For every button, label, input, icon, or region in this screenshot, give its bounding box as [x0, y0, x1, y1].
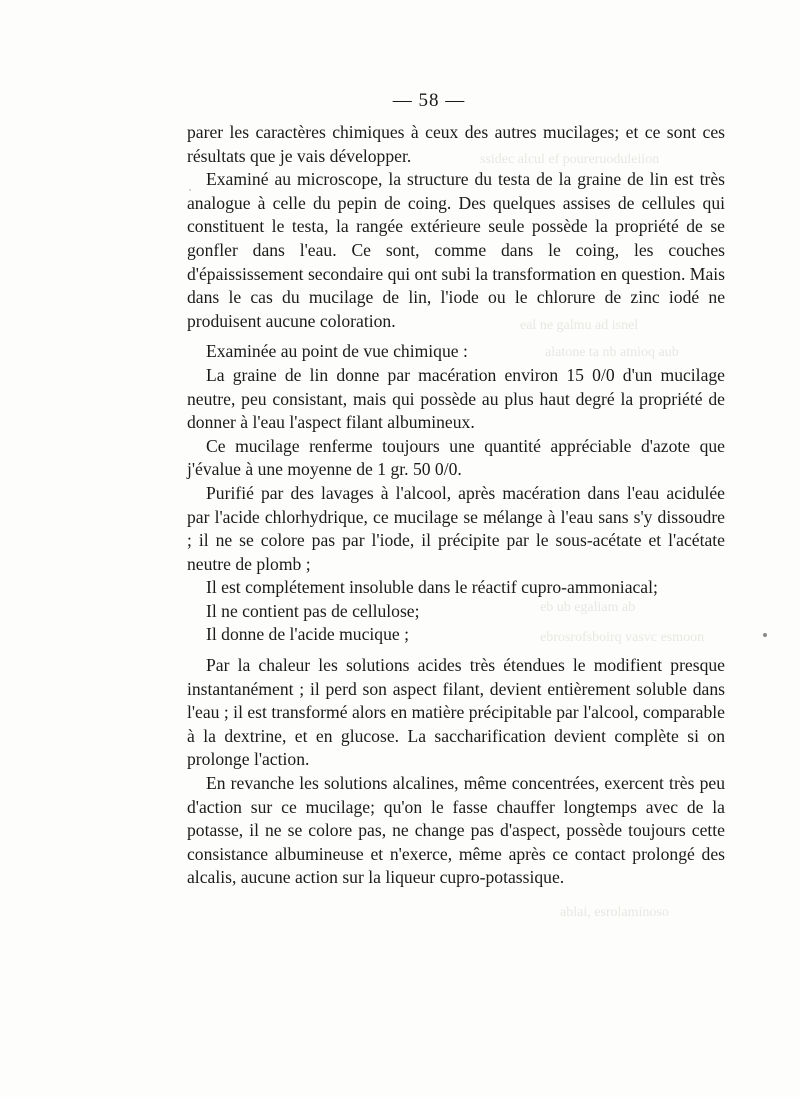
bleed-through-6: ablai, esrolaminoso — [560, 905, 669, 920]
paragraph: Il est complétement insoluble dans le réactif cupro-ammoniacal; — [206, 577, 658, 598]
paragraph: En revanche les solutions alcalines, même concentrées, exercent très peu d'action sur ce mucilage; qu'on le fasse chauffer longtemps avec de la potasse, il ne se colore pas, ne change pas d'aspect, possède toujours cette consistance albumineuse et n'exerce, même après ce contact prolongé des alcalis, aucune action sur la liqueur cupro-potassique. — [187, 773, 725, 888]
bleed-through-4: eb ub egaliam ab — [540, 600, 636, 615]
margin-speck — [763, 633, 767, 637]
paragraph: parer les caractères chimiques à ceux des autres mucilages; et ce sont ces résultats que je vais développer. — [187, 122, 725, 166]
paragraph: Examiné au microscope, la structure du testa de la graine de lin est très analogue à celle du pepin de coing. Des quelques assises de cellules qui constituent le testa, la rangée extérieure seule possède la propriété de se gonfler dans l'eau. Ce sont, comme dans le coing, les couches d'épaississement secondaire qui ont subi la transformation en question. Mais dans le cas du mucilage de lin, l'iode ou le chlorure de zinc iodé ne produisent aucune coloration. — [187, 169, 725, 331]
paragraph: Examinée au point de vue chimique : — [206, 341, 468, 362]
paragraph: Purifié par des lavages à l'alcool, après macération dans l'eau acidulée par l'acide chlorhydrique, ce mucilage se mélange à l'eau sans s'y dissoudre ; il ne se colore pas par l'iode, il précipite par le sous-acétate et l'acétate neutre de plomb ; — [187, 482, 725, 574]
paragraph: Il donne de l'acide mucique ; — [206, 624, 409, 645]
bleed-through-1: ssidec alcul ef poureruoduleiion — [480, 152, 660, 167]
bleed-through-2: eal ne galmu ad isnel — [520, 318, 639, 333]
body-text — [187, 121, 725, 890]
bleed-through-3: alatone ta nb atnioq aub — [545, 345, 679, 360]
paragraph: La graine de lin donne par macération environ 15 0/0 d'un mucilage neutre, peu consistant, mais qui possède au plus haut degré la propriété de donner à l'eau l'aspect filant albumineux. — [187, 364, 725, 433]
paragraph: Il ne contient pas de cellulose; — [206, 600, 420, 621]
paragraph: Ce mucilage renferme toujours une quantité appréciable d'azote que j'évalue à une moyenne de 1 gr. 50 0/0. — [187, 435, 725, 480]
bleed-through-5: ebrosrofsboirq vasvc esmoon — [540, 630, 705, 645]
page-number: — 58 — — [392, 90, 466, 111]
paragraph: Par la chaleur les solutions acides très étendues le modifient presque instantanément ; il perd son aspect filant, devient entièrement soluble dans l'eau ; il est transformé alors en matière précipitable par l'alcool, comparable à la dextrine, et en glucose. La saccharification devient complète si on prolonge l'action. — [187, 655, 725, 770]
